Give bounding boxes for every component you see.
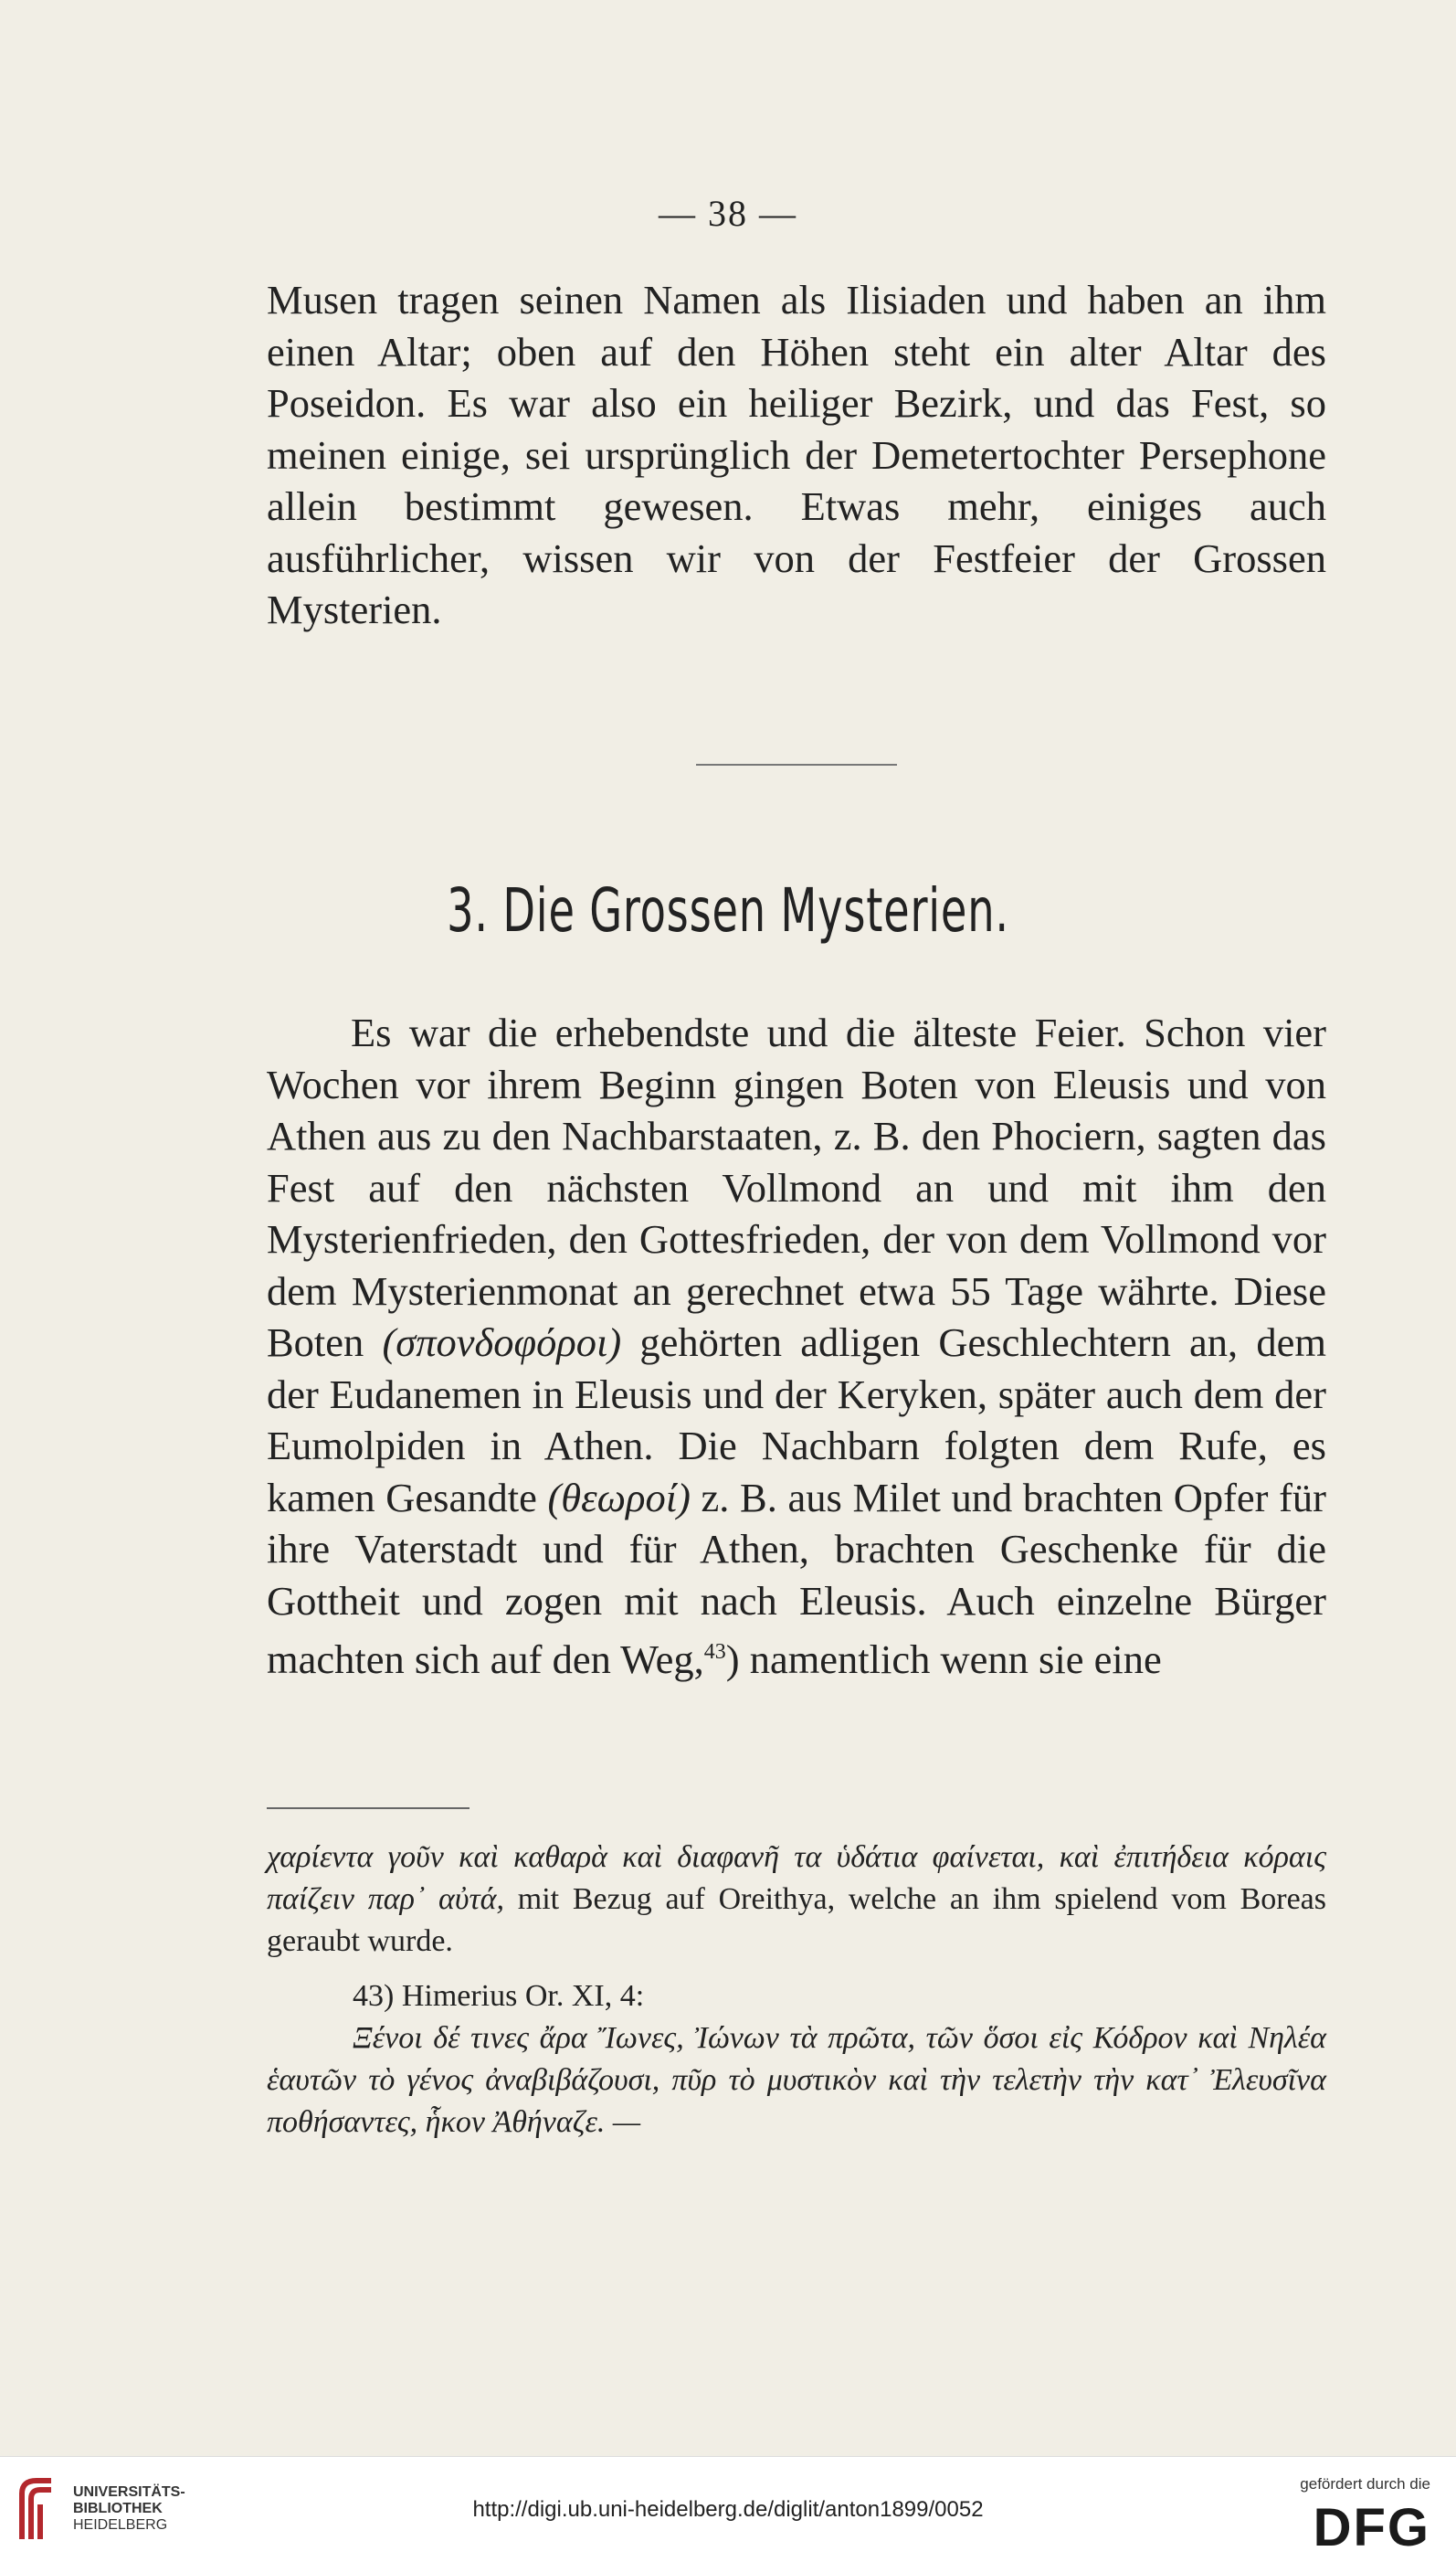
footnote-ref-43: 43 xyxy=(703,1640,726,1664)
page-number: — 38 — xyxy=(659,193,797,234)
paragraph-intro-text: Musen tragen seinen Namen als Ilisiaden und haben an ihm einen Altar; oben auf den Höhen steht ein alter Altar des Poseidon. Es war also ein heiliger Bezirk, und das Fest, so meinen einige, sei ursprünglich der Demetertochter Persephone allein bestimmt gewesen. Etwas mehr, einiges auch ausführlicher, wissen wir von der Festfeier der Grossen Mysterien. xyxy=(267,277,1326,632)
paragraph-intro xyxy=(267,274,1326,636)
footnote-continuation-greek: χαρίεντα γοῦν καὶ καθαρὰ καὶ διαφανῆ τα ὑδάτια φαίνεται, καὶ ἐπιτήδεια κόραις παίζειν παρ᾽ αὐτά, xyxy=(267,1840,1326,1916)
institution-line-3: HEIDELBERG xyxy=(73,2517,168,2533)
paragraph-main-part4: ) namentlich wenn sie eine xyxy=(725,1636,1162,1682)
greek-term-theoroi: (θεωροί) xyxy=(547,1474,691,1520)
paragraph-main-text xyxy=(267,1007,1326,1685)
footnote-divider xyxy=(267,1807,470,1809)
dfg-logo[interactable]: DFG xyxy=(1313,2498,1430,2557)
permalink-url[interactable]: http://digi.ub.uni-heidelberg.de/diglit/anton1899/0052 xyxy=(472,2497,984,2522)
footnote-continuation-text: mit Bezug auf Oreithya, welche an ihm spielend vom Boreas geraubt wurde. xyxy=(267,1882,1326,1958)
footnote-continuation xyxy=(267,1837,1326,1963)
funded-by-label: gefördert durch die xyxy=(1300,2475,1430,2493)
section-heading: 3. Die Grossen Mysterien. xyxy=(447,875,1009,946)
paragraph-main xyxy=(267,1007,1326,1685)
paragraph-main-part2: gehörten adligen Geschlechtern an, dem der Eudanemen in Eleusis und der Keryken, später auch dem der Eumolpiden in Athen. Die Nachbarn folgten dem Rufe, es kamen Gesandte xyxy=(267,1319,1326,1520)
footnotes xyxy=(267,1837,1326,2144)
institution-line-1: UNIVERSITÄTS- xyxy=(73,2484,185,2500)
footnote-43-greek: Ξένοι δέ τινες ἄρα Ἴωνες, Ἰώνων τὰ πρῶτα, τῶν ὅσοι εἰς Κόδρον καὶ Νηλέα ἑαυτῶν τὸ γένος ἀναβιβάζουσι, πῦρ τὸ μυστικὸν καὶ τὴν τελετὴν τὴν κατ᾽ Ἐλευσῖνα ποθήσαντες, ἧκον Ἀθήναζε. — xyxy=(267,2021,1326,2139)
greek-term-spondophoroi: (σπονδοφόροι) xyxy=(382,1319,622,1365)
paragraph-main-part1: Es war die erhebendste und die älteste Feier. Schon vier Wochen vor ihrem Beginn gingen Boten von Eleusis und von Athen aus zu den Nachbarstaaten, z. B. den Phociern, sagten das Fest auf den nächsten Vollmond an und mit ihm den Mysterienfrieden, den Gottesfrieden, der von dem Vollmond vor dem Mysterienmonat an gerechnet etwa 55 Tage währte. Diese Boten xyxy=(267,1010,1326,1365)
institution-line-2: BIBLIOTHEK xyxy=(73,2501,163,2516)
section-divider xyxy=(696,764,897,766)
viewer-footer xyxy=(0,2456,1456,2562)
footnote-43-label: 43) Himerius Or. XI, 4: xyxy=(353,1979,645,2013)
paragraph-main-part3: z. B. aus Milet und brachten Opfer für ihre Vaterstadt und für Athen, brachten Geschenke für die Gottheit und zogen mit nach Eleusis. Auch einzelne Bürger machten sich auf den Weg, xyxy=(267,1474,1327,1682)
